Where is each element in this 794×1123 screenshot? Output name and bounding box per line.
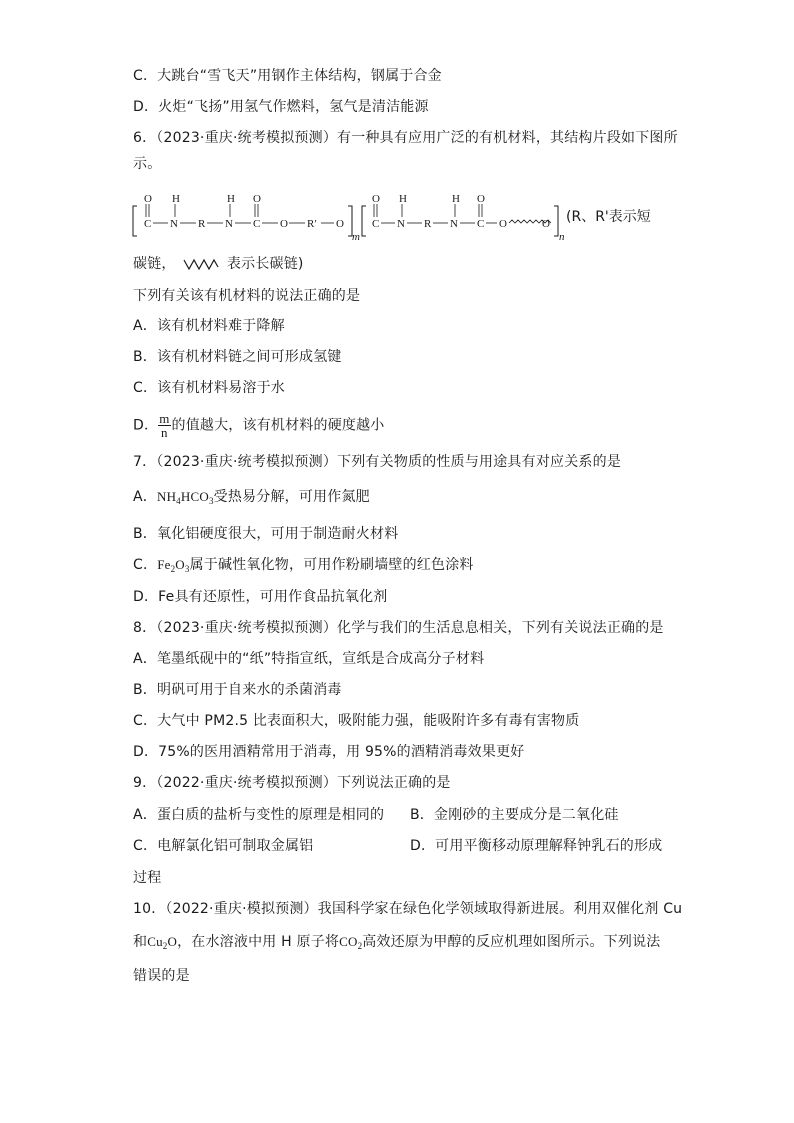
q7-option-c-prefix: C． bbox=[133, 557, 158, 573]
atom-c2: C bbox=[253, 218, 261, 230]
atom-h2: H bbox=[227, 193, 235, 205]
q7-option-a bbox=[133, 487, 370, 511]
atom-c1: C bbox=[144, 218, 152, 230]
atom-o1: O bbox=[144, 193, 152, 205]
q7-stem: 7．（2023·重庆·统考模拟预测）下列有关物质的性质与用途具有对应关系的是 bbox=[133, 454, 622, 470]
q7-option-d: D．Fe具有还原性，可用作食品抗氧化剂 bbox=[133, 589, 388, 605]
q6-stem-line1: 6．（2023·重庆·统考模拟预测）有一种具有应用广泛的有机材料，其结构片段如下图所 bbox=[133, 130, 678, 146]
q6-option-b: B．该有机材料链之间可形成氢键 bbox=[133, 349, 342, 365]
q7-option-b: B．氧化铝硬度很大，可用于制造耐火材料 bbox=[133, 526, 399, 542]
atom-h1: H bbox=[172, 193, 180, 205]
q6-chain-note bbox=[133, 254, 304, 274]
q7-option-c bbox=[133, 555, 474, 579]
q8-stem: 8．（2023·重庆·统考模拟预测）化学与我们的生活息息相关，下列有关说法正确的是 bbox=[133, 620, 664, 636]
q10-stem-mid: ，在水溶液中用 H 原子将 bbox=[177, 934, 340, 950]
atom-c4: C bbox=[477, 218, 485, 230]
fraction-denominator: n bbox=[160, 425, 168, 440]
cu2o-formula: $Cu_2O$ bbox=[147, 934, 178, 951]
subscript-m: m bbox=[352, 231, 360, 243]
q7-option-a-text: 受热易分解，可用作氮肥 bbox=[213, 489, 370, 505]
q6-formula-note: (R、R'表示短 bbox=[566, 209, 651, 225]
fraction-numerator: m bbox=[159, 411, 170, 426]
q6-stem bbox=[133, 128, 678, 148]
q6-option-a: A．该有机材料难于降解 bbox=[133, 318, 285, 334]
q10-stem-line2 bbox=[133, 932, 660, 956]
polymer-structure-diagram bbox=[130, 192, 570, 250]
q6-chain-prefix: 碳链， bbox=[133, 256, 176, 272]
atom-o5: O bbox=[372, 193, 380, 205]
atom-o3: O bbox=[280, 218, 288, 230]
atom-r1: R bbox=[198, 218, 206, 230]
q9-option-d-cont: 过程 bbox=[133, 870, 162, 886]
atom-o8: O bbox=[542, 218, 550, 230]
q7-option-a-prefix: A． bbox=[133, 489, 157, 505]
q6-option-d-prefix: D． bbox=[133, 417, 159, 434]
q9-option-d: D．可用平衡移动原理解释钟乳石的形成 bbox=[410, 838, 663, 854]
q10-stem-suffix: 高效还原为甲醇的反应机理如图所示。下列说法 bbox=[362, 934, 661, 950]
q10-stem-line1: 10．（2022·重庆·模拟预测）我国科学家在绿色化学领域取得新进展。利用双催化剂 Cu bbox=[133, 901, 683, 917]
q10-and: 和 bbox=[133, 934, 148, 950]
q8-option-c: C．大气中 PM2.5 比表面积大，吸附能力强，能吸附许多有毒有害物质 bbox=[133, 713, 580, 729]
atom-o7: O bbox=[499, 218, 507, 230]
q9-stem: 9．（2022·重庆·统考模拟预测）下列说法正确的是 bbox=[133, 775, 451, 791]
q6-chain-suffix: 表示长碳链) bbox=[226, 256, 304, 272]
atom-h3: H bbox=[399, 193, 407, 205]
atom-o6: O bbox=[477, 193, 485, 205]
atom-o4: O bbox=[336, 218, 344, 230]
atom-n3: N bbox=[397, 218, 405, 230]
m-over-n-fraction bbox=[158, 412, 170, 439]
atom-n1: N bbox=[170, 218, 178, 230]
q10-stem-line3: 错误的是 bbox=[133, 968, 190, 984]
atom-r-prime: R′ bbox=[307, 218, 317, 230]
q9-option-b: B．金刚砂的主要成分是二氧化硅 bbox=[410, 807, 619, 823]
q6-option-c: C．该有机材料易溶于水 bbox=[133, 380, 285, 396]
q8-option-b: B．明矾可用于自来水的杀菌消毒 bbox=[133, 682, 342, 698]
q6-option-d bbox=[133, 412, 385, 439]
q7-option-c-text: 属于碱性氧化物，可用作粉刷墙壁的红色涂料 bbox=[189, 557, 474, 573]
q8-option-d: D．75%的医用酒精常用于消毒，用 95%的酒精消毒效果更好 bbox=[133, 744, 525, 760]
q5-option-c: C．大跳台“雪飞天”用钢作主体结构，钢属于合金 bbox=[133, 68, 442, 84]
subscript-n: n bbox=[559, 231, 565, 243]
long-chain-wavy-icon bbox=[183, 257, 219, 271]
nh4hco3-formula: $NH_4HCO_3$ bbox=[156, 489, 214, 506]
atom-h4: H bbox=[452, 193, 460, 205]
atom-r2: R bbox=[424, 218, 432, 230]
q9-option-c: C．电解氯化铝可制取金属铝 bbox=[133, 838, 314, 854]
q6-stem-cont: 示。 bbox=[133, 156, 162, 172]
atom-n4: N bbox=[450, 218, 458, 230]
atom-c3: C bbox=[372, 218, 380, 230]
co2-formula: $CO_2$ bbox=[339, 934, 363, 951]
atom-n2: N bbox=[225, 218, 233, 230]
q5-option-d: D．火炬“飞扬”用氢气作燃料，氢气是清洁能源 bbox=[133, 99, 429, 115]
q6-question: 下列有关该有机材料的说法正确的是 bbox=[133, 288, 361, 304]
atom-o2: O bbox=[253, 193, 261, 205]
q9-option-a: A．蛋白质的盐析与变性的原理是相同的 bbox=[133, 807, 385, 823]
q8-option-a: A．笔墨纸砚中的“纸”特指宣纸，宣纸是合成高分子材料 bbox=[133, 651, 485, 667]
q6-option-d-text: 的值越大，该有机材料的硬度越小 bbox=[171, 417, 385, 434]
fe2o3-formula: $Fe_2O_3$ bbox=[157, 557, 190, 574]
